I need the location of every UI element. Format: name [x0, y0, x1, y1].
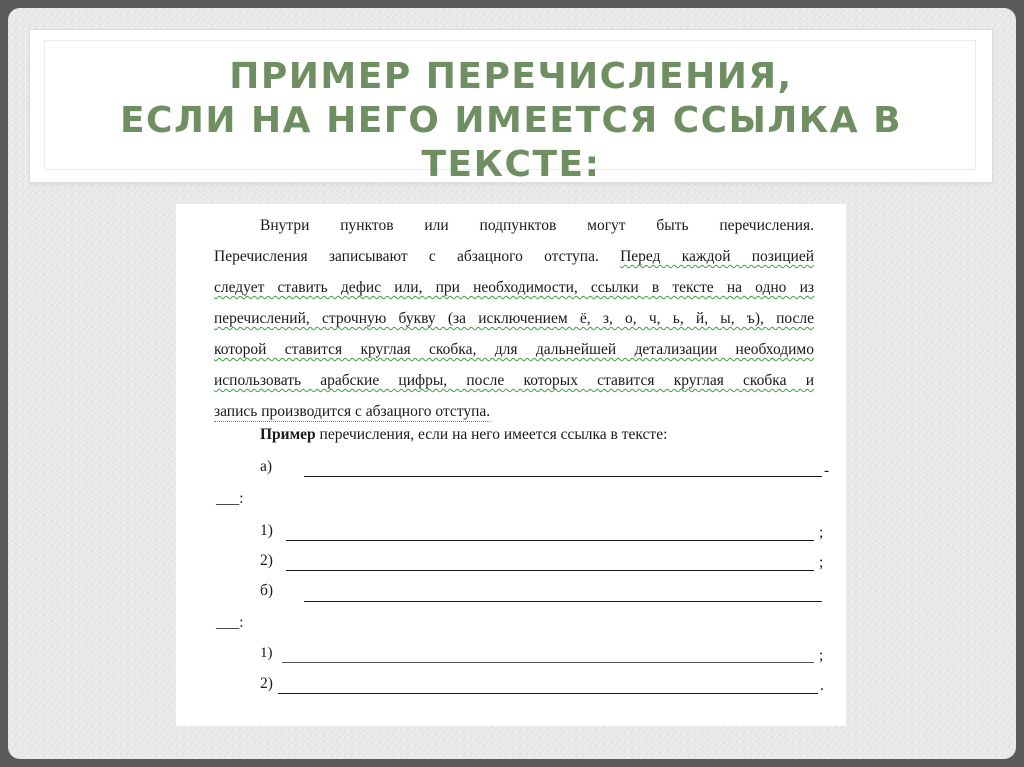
item-b-blank: [304, 601, 822, 602]
slide-title-line-1: ПРИМЕР ПЕРЕЧИСЛЕНИЯ,: [229, 56, 793, 97]
grammar-underlined-fragment: которой ставится круглая скобка, для дальнейшей детализации необходимо: [214, 341, 814, 358]
title-band: [30, 30, 992, 185]
subitem-1-end: ;: [819, 524, 824, 541]
document-image: [176, 204, 846, 726]
title-frame: [44, 40, 976, 185]
grammar-underlined-fragment: Перед каждой позицией: [620, 248, 814, 265]
subitem-1-label: 1): [260, 522, 273, 539]
example-bold-word: Пример: [260, 426, 316, 443]
subitem-1-blank: [286, 540, 814, 541]
subitem-2b-blank: [278, 693, 818, 694]
subitem-2b-end: .: [820, 677, 824, 694]
subitem-2-blank: [286, 570, 814, 571]
paragraph-line: [214, 272, 814, 303]
paragraph-line: [214, 303, 814, 334]
grammar-underlined-fragment: следует ставить дефис или, при необходимости, ссылки в тексте на одно из: [214, 279, 814, 296]
subitem-2b-label: 2): [260, 675, 273, 692]
slide-title-line-3: ТЕКСТЕ:: [421, 144, 601, 185]
subitem-2-end: ;: [819, 554, 824, 571]
example-text: перечисления, если на него имеется ссылка в тексте:: [315, 426, 668, 443]
grammar-underlined-fragment: перечислений, строчную букву (за исключением ё, з, о, ч, ь, й, ы, ъ), после: [214, 310, 814, 327]
rules-paragraph: [214, 210, 814, 427]
item-a-continuation: ___:: [216, 490, 244, 507]
example-heading: [260, 426, 667, 444]
paragraph-fragment: Перечисления записывают с абзацного отступа.: [214, 248, 599, 265]
paragraph-line: [214, 241, 814, 272]
style-underlined-fragment: запись производится с абзацного отступа.: [214, 403, 491, 420]
item-a-hyphen: -: [824, 462, 830, 479]
item-b-label: б): [260, 582, 274, 599]
grammar-underlined-fragment: использовать арабские цифры, после которых ставится круглая скобка и: [214, 372, 814, 389]
paragraph-line: Внутри пунктов или подпунктов могут быть перечисления.: [260, 217, 814, 234]
item-a-label: а): [260, 458, 273, 475]
slide-title: [45, 55, 977, 187]
subitem-2-label: 2): [260, 552, 273, 569]
subitem-1b-blank: [282, 662, 814, 663]
slide-title-line-2: ЕСЛИ НА НЕГО ИМЕЕТСЯ ССЫЛКА В: [119, 100, 903, 141]
subitem-1b-end: ;: [819, 647, 824, 664]
paragraph-line: [214, 365, 814, 396]
slide: [8, 8, 1016, 759]
subitem-1b-label: 1): [260, 645, 273, 661]
paragraph-line: [214, 334, 814, 365]
item-b-continuation: ___:: [216, 614, 244, 631]
paragraph-line: [214, 396, 814, 427]
item-a-blank: [304, 476, 822, 477]
